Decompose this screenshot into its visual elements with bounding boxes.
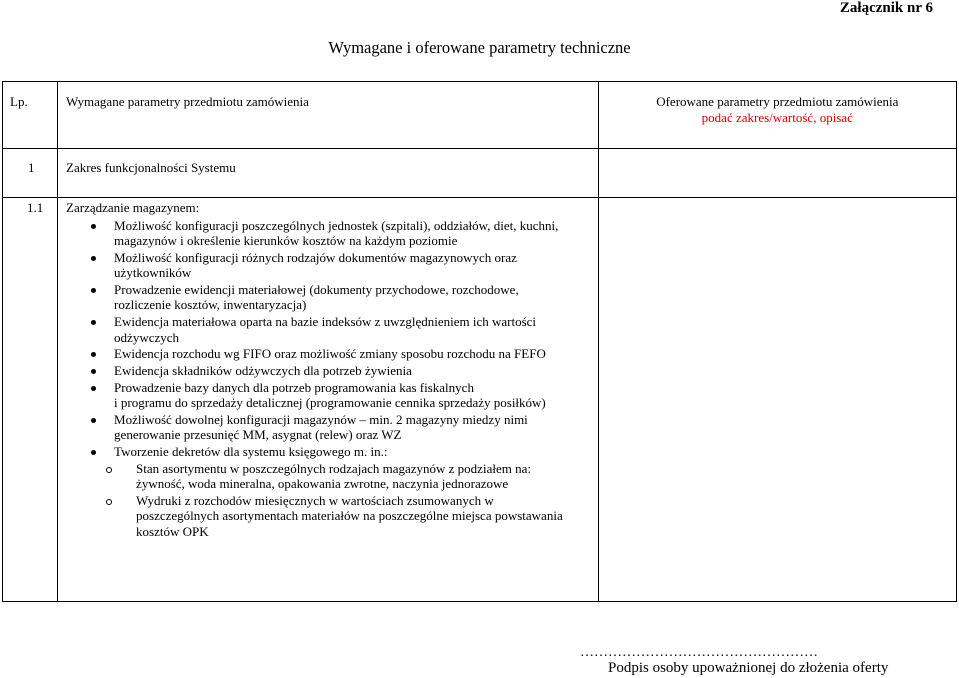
header-required-params: Wymagane parametry przedmiotu zamówienia [58, 82, 599, 149]
list-item: Ewidencja materiałowa oparta na bazie indeksów z uwzględnieniem ich wartości odżywczych [114, 314, 592, 345]
signature-line: …………………………………………… [580, 645, 818, 660]
item-number: 1.1 [3, 198, 58, 602]
header-offered-title: Oferowane parametry przedmiotu zamówienia [656, 94, 899, 109]
attachment-label: Załącznik nr 6 [839, 0, 933, 16]
list-item: Ewidencja rozchodu wg FIFO oraz możliwość zmiany sposobu rozchodu na FEFO [114, 346, 592, 362]
section-name: Zakres funkcjonalności Systemu [58, 149, 599, 198]
list-item: Ewidencja składników odżywczych dla potrzeb żywienia [114, 363, 592, 379]
item-row [3, 198, 957, 602]
section-number: 1 [3, 149, 58, 198]
document-title: Wymagane i oferowane parametry techniczne [328, 38, 631, 57]
list-item-continuation: i programu do sprzedaży detalicznej (programowanie cennika sprzedaży posiłków) [114, 395, 546, 411]
table-header-row [3, 82, 957, 149]
section-row [3, 149, 957, 198]
list-item: Możliwość dowolnej konfiguracji magazynów – min. 2 magazyny miedzy nimi generowanie przesunięć MM, asygnat (relew) oraz WZ [114, 412, 592, 443]
list-item [114, 380, 592, 411]
header-offered-note: podać zakres/wartość, opisać [701, 109, 853, 125]
parameters-table [2, 81, 957, 602]
sub-list-item: Wydruki z rozchodów miesięcznych w wartościach zsumowanych w poszczególnych asortymentach materiałów na poszczególne miejsca powstawania kosztów OPK [136, 493, 572, 540]
requirements-list [66, 218, 592, 540]
list-item: Możliwość konfiguracji poszczególnych jednostek (szpitali), oddziałów, diet, kuchni, magazynów i określenie kierunków kosztów na każdym poziomie [114, 218, 592, 249]
section-offered-cell[interactable] [598, 149, 956, 198]
list-item: Możliwość konfiguracji różnych rodzajów dokumentów magazynowych oraz użytkowników [114, 250, 592, 281]
list-item [114, 444, 592, 539]
list-item: Prowadzenie ewidencji materiałowej (dokumenty przychodowe, rozchodowe, rozliczenie kosztów, inwentaryzacja) [114, 282, 592, 313]
sub-list-item: Stan asortymentu w poszczególnych rodzajach magazynów z podziałem na: żywność, woda mineralna, opakowania zwrotne, naczynia jednorazowe [136, 461, 572, 492]
item-heading: Zarządzanie magazynem: [66, 200, 200, 215]
list-item-text: Prowadzenie bazy danych dla potrzeb programowania kas fiskalnych [114, 379, 474, 395]
item-offered-cell[interactable] [598, 198, 956, 602]
signature-label: Podpis osoby upoważnionej do złożenia oferty [608, 660, 889, 676]
header-lp: Lp. [3, 82, 58, 149]
list-item-text: Tworzenie dekretów dla systemu księgowego m. in.: [114, 444, 388, 459]
sub-list [114, 461, 572, 540]
header-offered-params [598, 82, 956, 149]
item-requirements [58, 198, 599, 602]
